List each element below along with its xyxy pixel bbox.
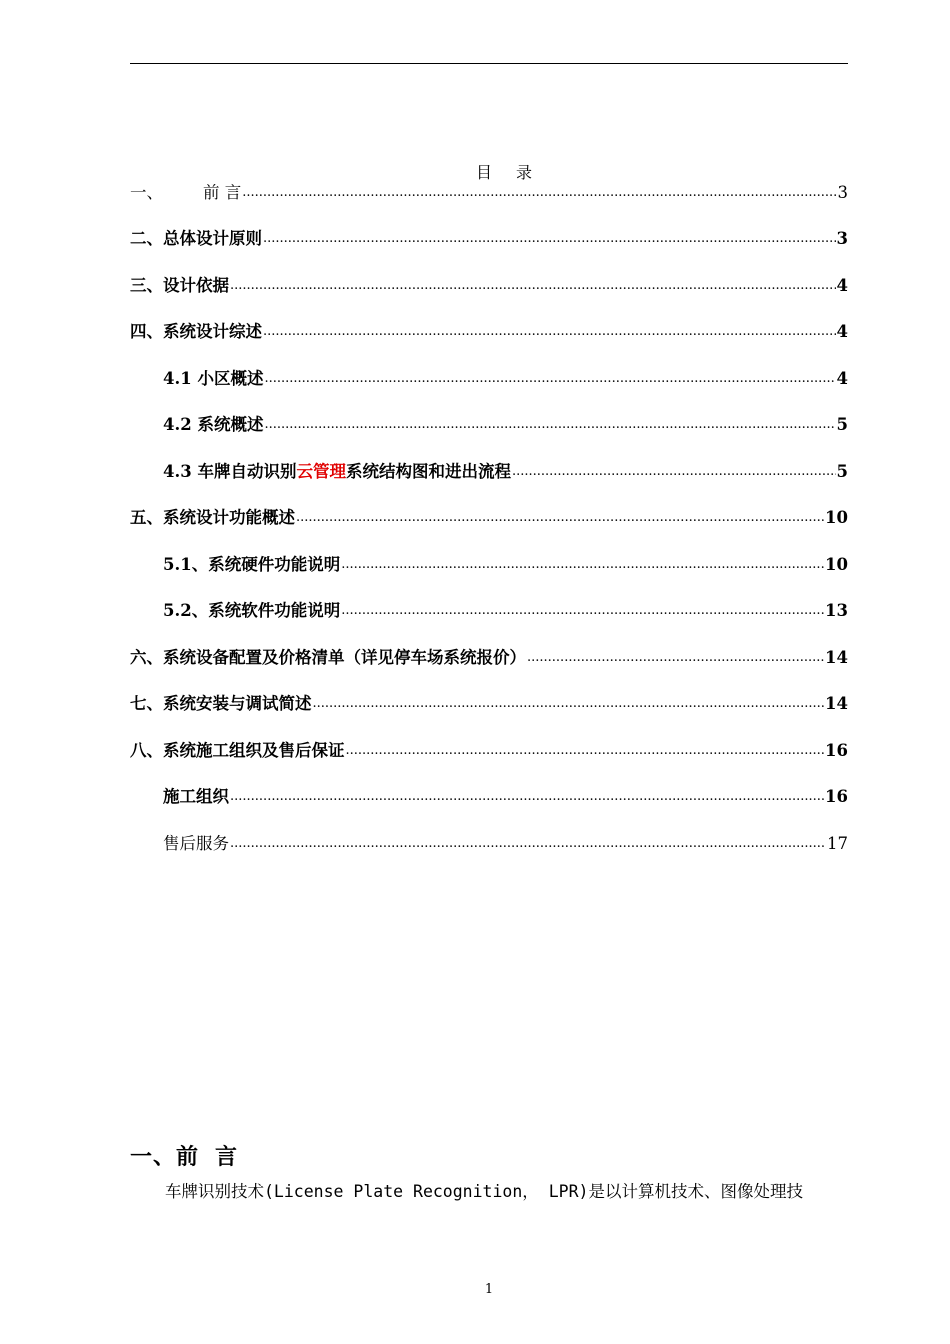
toc-leader-dots [230, 784, 824, 810]
toc-entry-design-principles[interactable] [130, 226, 848, 252]
toc-page-number: 4 [836, 276, 848, 295]
toc-entry-label: 三、设计依据 [130, 276, 229, 295]
toc-entry-label: 4.3 车牌自动识别云管理系统结构图和进出流程 [163, 462, 511, 481]
toc-entry-design-basis[interactable] [130, 273, 848, 299]
highlight-text: 云管理 [296, 462, 346, 481]
body-paragraph: 车牌识别技术(License Plate Recognition， LPR)是以计算机技术、图像处理技 [165, 1182, 803, 1201]
toc-page-number: 10 [825, 555, 848, 574]
toc-page-number: 4 [836, 369, 848, 388]
toc-title-left: 目 [475, 163, 494, 182]
toc-entry-label: 4.2 系统概述 [163, 415, 264, 434]
toc-leader-dots [346, 738, 825, 764]
toc-entry-system-overview[interactable] [130, 319, 848, 345]
page-number: 1 [484, 1282, 494, 1297]
toc-entry-label: 二、总体设计原则 [130, 229, 262, 248]
toc-page-number: 16 [825, 787, 848, 806]
toc-leader-dots [527, 645, 824, 671]
toc-page-number: 3 [837, 183, 848, 202]
toc-page-number: 3 [836, 229, 848, 248]
toc-page-number: 16 [825, 741, 848, 760]
toc-entry-installation[interactable] [130, 691, 848, 717]
toc-entry-label: 七、系统安装与调试简述 [130, 694, 312, 713]
toc-entry-label: 一、 前 言 [130, 183, 242, 202]
toc-entry-preface[interactable] [130, 180, 848, 206]
toc-page-number: 17 [827, 834, 848, 853]
header-rule [130, 63, 848, 64]
toc-page-number: 5 [836, 415, 848, 434]
toc-entry-label: 六、系统设备配置及价格清单（详见停车场系统报价） [130, 648, 526, 667]
toc-entry-construction[interactable] [163, 784, 848, 810]
toc-entry-4-2[interactable] [163, 412, 848, 438]
toc-leader-dots [512, 459, 836, 485]
toc-entry-label: 5.2、系统软件功能说明 [163, 601, 341, 620]
toc-leader-dots [341, 598, 824, 624]
toc-leader-dots [230, 831, 826, 857]
toc-leader-dots [242, 180, 836, 206]
toc-entry-4-3[interactable] [163, 459, 848, 485]
toc-page-number: 14 [825, 648, 848, 667]
toc-leader-dots [230, 273, 836, 299]
toc-entry-label: 售后服务 [163, 834, 229, 853]
toc-leader-dots [263, 319, 836, 345]
toc-leader-dots [341, 552, 824, 578]
toc-entry-label: 五、系统设计功能概述 [130, 508, 295, 527]
toc-entry-5-1[interactable] [163, 552, 848, 578]
toc-leader-dots [263, 226, 836, 252]
toc-page-number: 10 [825, 508, 848, 527]
toc-page-number: 14 [825, 694, 848, 713]
toc-entry-after-sales[interactable] [163, 831, 848, 857]
toc-page-number: 13 [825, 601, 848, 620]
toc-entry-function-overview[interactable] [130, 505, 848, 531]
toc-title-right: 录 [516, 163, 535, 182]
toc-leader-dots [296, 505, 824, 531]
toc-entry-label: 4.1 小区概述 [163, 369, 264, 388]
toc-page-number: 4 [836, 322, 848, 341]
section-heading: 一、前 言 [130, 1144, 239, 1170]
toc-entry-label: 八、系统施工组织及售后保证 [130, 741, 345, 760]
toc-entry-label: 施工组织 [163, 787, 229, 806]
toc-entry-5-2[interactable] [163, 598, 848, 624]
toc-entry-equipment-list[interactable] [130, 645, 848, 671]
toc-entry-label: 5.1、系统硬件功能说明 [163, 555, 341, 574]
toc-leader-dots [264, 412, 835, 438]
toc-page-number: 5 [836, 462, 848, 481]
toc-entry-construction-after-sales[interactable] [130, 738, 848, 764]
toc-leader-dots [313, 691, 825, 717]
toc-leader-dots [264, 366, 835, 392]
toc-entry-4-1[interactable] [163, 366, 848, 392]
toc-entry-label: 四、系统设计综述 [130, 322, 262, 341]
